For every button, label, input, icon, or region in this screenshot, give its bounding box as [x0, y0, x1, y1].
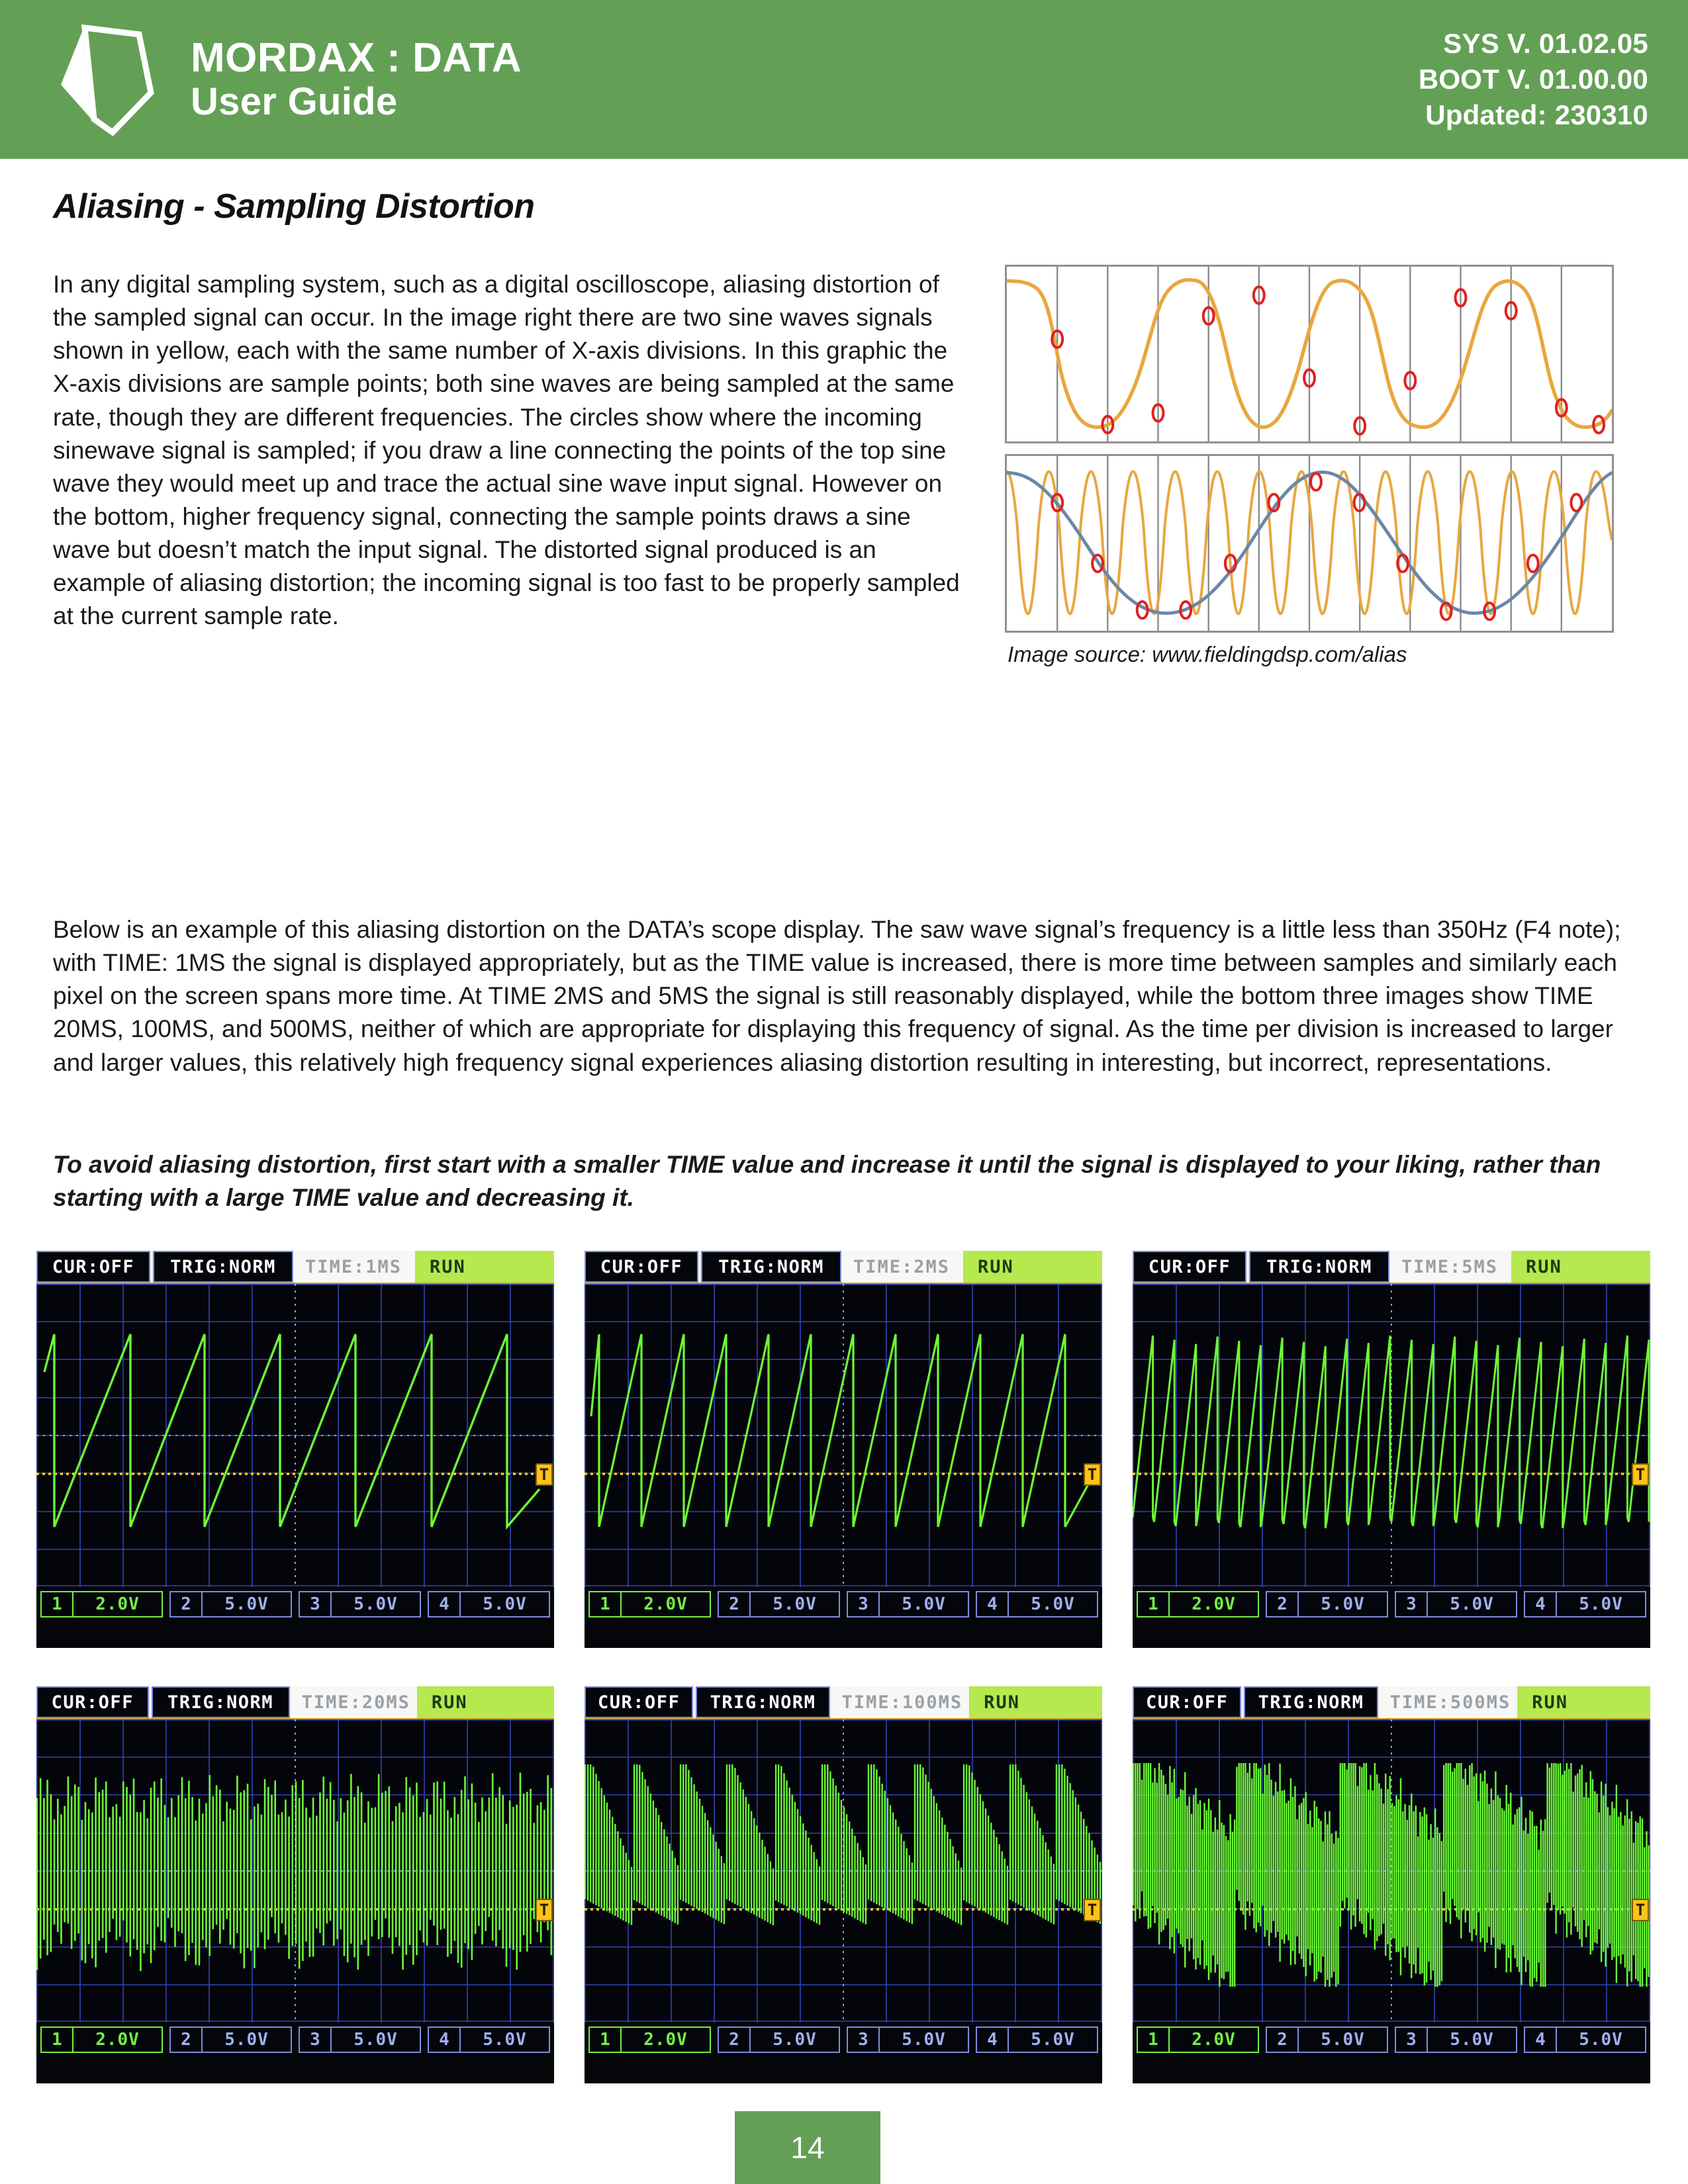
channel-4-scale: 5.0V [1031, 2030, 1075, 2050]
channel-3[interactable] [1395, 2026, 1517, 2053]
channel-2-scale: 5.0V [773, 1594, 817, 1614]
trigger-mode-chip[interactable]: TRIG:NORM [1249, 1251, 1389, 1283]
run-state-badge[interactable]: RUN [969, 1686, 1102, 1718]
trigger-level-marker[interactable]: T [1084, 1899, 1101, 1921]
channel-1-number: 1 [590, 1592, 622, 1616]
channel-4-number: 4 [977, 2028, 1009, 2052]
scope-channel-bar [585, 1587, 1102, 1621]
trigger-level-marker[interactable]: T [1084, 1463, 1101, 1486]
run-state-badge[interactable]: RUN [415, 1251, 554, 1283]
channel-4-number: 4 [429, 2028, 461, 2052]
scope-status-bar [1133, 1686, 1650, 1719]
channel-3[interactable] [299, 1591, 421, 1617]
time-base-label[interactable]: TIME:100MS [830, 1686, 970, 1718]
channel-1[interactable] [40, 2026, 163, 2053]
intro-paragraph: In any digital sampling system, such as a digital oscilloscope, aliasing distortion of the sampled signal can occur. In the image right there are two sine waves signals shown in yellow, each with the same number of X-axis divisions. In this graphic the X-axis divisions are sample points; both sine waves are being sampled at the same rate, though they are different frequencies. The circles show where the incoming sinewave signal is sampled; if you draw a line connecting the points of the top sine wave they would meet up and trace the actual sine wave input signal. However on the bottom, higher frequency signal, connecting the sample points draws a sine wave but doesn’t match the input signal. The distorted signal produced is an example of aliasing distortion; the incoming signal is too fast to be properly sampled at the current sample rate. [53, 271, 960, 630]
scope-waveform-plot [585, 1284, 1102, 1587]
channel-1[interactable] [588, 2026, 711, 2053]
scope-channel-bar [36, 2023, 554, 2057]
channel-4-number: 4 [1525, 2028, 1557, 2052]
scope-waveform-plot [1133, 1284, 1650, 1587]
scope-status-bar [585, 1686, 1102, 1719]
channel-3-number: 3 [848, 1592, 880, 1616]
channel-2-scale: 5.0V [224, 1594, 269, 1614]
channel-3-number: 3 [300, 2028, 332, 2052]
channel-2-scale: 5.0V [773, 2030, 817, 2050]
channel-1[interactable] [40, 1591, 163, 1617]
channel-2-number: 2 [719, 2028, 751, 2052]
channel-2[interactable] [718, 1591, 840, 1617]
channel-3-number: 3 [848, 2028, 880, 2052]
properly-sampled-sine-figure [1005, 265, 1614, 443]
boot-version: BOOT V. 01.00.00 [1418, 64, 1648, 95]
channel-4-scale: 5.0V [1579, 2030, 1623, 2050]
second-paragraph: Below is an example of this aliasing distortion on the DATA’s scope display. The saw wave signal’s frequency is a little less than 350Hz (F4 note); with TIME: 1MS the signal is displayed appropriately, but as the TIME value is increased, there is more time between samples and similarly each pixel on the screen spans more time. At TIME 2MS and 5MS the signal is still reasonably displayed, while the bottom three images show TIME 20MS, 100MS, and 500MS, neither of which are appropriate for displaying this frequency of signal. As the time per division is increased to larger and larger values, this relatively high frequency signal experiences aliasing distortion resulting in interesting, but incorrect, representations. [53, 916, 1621, 1076]
channel-1-scale: 2.0V [643, 2030, 688, 2050]
footer-page-badge [735, 2111, 880, 2184]
brand-title: MORDAX : DATA [191, 35, 522, 81]
channel-2-number: 2 [1267, 2028, 1299, 2052]
scope-time-500ms [1133, 1686, 1650, 2083]
run-state-badge[interactable]: RUN [417, 1686, 554, 1718]
channel-2[interactable] [169, 2026, 292, 2053]
scope-screenshot-grid [36, 1251, 1646, 2103]
channel-4[interactable] [428, 2026, 550, 2053]
channel-2-number: 2 [1267, 1592, 1299, 1616]
time-base-label[interactable]: TIME:1MS [293, 1251, 415, 1283]
channel-3-number: 3 [1396, 2028, 1428, 2052]
page-number: 14 [790, 2130, 825, 2165]
time-base-label[interactable]: TIME:500MS [1378, 1686, 1518, 1718]
channel-1-number: 1 [1138, 1592, 1170, 1616]
channel-3-scale: 5.0V [1450, 2030, 1494, 2050]
channel-1[interactable] [588, 1591, 711, 1617]
time-base-label[interactable]: TIME:20MS [290, 1686, 417, 1718]
channel-4[interactable] [976, 1591, 1098, 1617]
run-state-badge[interactable]: RUN [963, 1251, 1102, 1283]
scope-channel-bar [585, 2023, 1102, 2057]
trigger-mode-chip[interactable]: TRIG:NORM [696, 1686, 829, 1718]
channel-2-scale: 5.0V [1321, 1594, 1365, 1614]
aliased-sine-figure [1005, 454, 1614, 633]
channel-2[interactable] [1266, 2026, 1388, 2053]
channel-2-scale: 5.0V [224, 2030, 269, 2050]
scope-time-2ms [585, 1251, 1102, 1648]
channel-2-number: 2 [171, 2028, 203, 2052]
run-state-badge[interactable]: RUN [1511, 1251, 1650, 1283]
channel-4[interactable] [428, 1591, 550, 1617]
scope-waveform-plot [585, 1719, 1102, 2023]
scope-status-bar [585, 1251, 1102, 1284]
cursor-status-chip[interactable]: CUR:OFF [585, 1686, 693, 1718]
run-state-badge[interactable]: RUN [1517, 1686, 1650, 1718]
channel-4-number: 4 [977, 1592, 1009, 1616]
channel-1-scale: 2.0V [1192, 2030, 1236, 2050]
channel-4[interactable] [1524, 2026, 1646, 2053]
cursor-status-chip[interactable]: CUR:OFF [36, 1251, 150, 1283]
channel-3[interactable] [847, 1591, 969, 1617]
channel-4-scale: 5.0V [483, 1594, 527, 1614]
scope-time-1ms [36, 1251, 554, 1648]
scope-channel-bar [36, 1587, 554, 1621]
cursor-status-chip[interactable]: CUR:OFF [1133, 1686, 1241, 1718]
channel-1-scale: 2.0V [1192, 1594, 1236, 1614]
channel-2-number: 2 [171, 1592, 203, 1616]
trigger-mode-chip[interactable]: TRIG:NORM [1244, 1686, 1378, 1718]
channel-2-scale: 5.0V [1321, 2030, 1365, 2050]
channel-3-scale: 5.0V [1450, 1594, 1494, 1614]
time-base-label[interactable]: TIME:5MS [1389, 1251, 1511, 1283]
cursor-status-chip[interactable]: CUR:OFF [585, 1251, 698, 1283]
cursor-status-chip[interactable]: CUR:OFF [36, 1686, 149, 1718]
channel-3[interactable] [1395, 1591, 1517, 1617]
scope-waveform-plot [36, 1284, 554, 1587]
channel-4[interactable] [976, 2026, 1098, 2053]
tip-paragraph: To avoid aliasing distortion, first start with a smaller TIME value and increase it until the signal is displayed to your liking, rather than starting with a large TIME value and decreasing it. [53, 1151, 1601, 1212]
trigger-level-marker[interactable]: T [536, 1463, 553, 1486]
channel-1[interactable] [1137, 1591, 1259, 1617]
scope-status-bar [1133, 1251, 1650, 1284]
channel-4-scale: 5.0V [1579, 1594, 1623, 1614]
channel-4-number: 4 [429, 1592, 461, 1616]
channel-1-number: 1 [42, 2028, 73, 2052]
scope-time-20ms [36, 1686, 554, 2083]
trigger-level-marker[interactable]: T [1632, 1463, 1649, 1486]
mordax-pentagon-logo-icon [53, 20, 159, 139]
trigger-mode-chip[interactable]: TRIG:NORM [701, 1251, 841, 1283]
trigger-mode-chip[interactable]: TRIG:NORM [153, 1251, 293, 1283]
channel-1-number: 1 [42, 1592, 73, 1616]
sys-version: SYS V. 01.02.05 [1443, 28, 1648, 59]
channel-3-number: 3 [300, 1592, 332, 1616]
channel-4[interactable] [1524, 1591, 1646, 1617]
scope-channel-bar [1133, 1587, 1650, 1621]
updated-date: Updated: 230310 [1425, 99, 1648, 130]
cursor-status-chip[interactable]: CUR:OFF [1133, 1251, 1246, 1283]
channel-4-scale: 5.0V [483, 2030, 527, 2050]
scope-time-5ms [1133, 1251, 1650, 1648]
channel-1-number: 1 [1138, 2028, 1170, 2052]
channel-3[interactable] [299, 2026, 421, 2053]
channel-2[interactable] [1266, 1591, 1388, 1617]
aliasing-figure-group [1005, 265, 1614, 667]
trigger-level-marker[interactable]: T [1632, 1899, 1649, 1921]
channel-3-number: 3 [1396, 1592, 1428, 1616]
scope-waveform-plot [36, 1719, 554, 2023]
channel-3[interactable] [847, 2026, 969, 2053]
channel-3-scale: 5.0V [902, 1594, 946, 1614]
channel-3-scale: 5.0V [353, 2030, 398, 2050]
page-header [0, 0, 1688, 159]
page-title: Aliasing - Sampling Distortion [53, 187, 535, 226]
channel-1-scale: 2.0V [95, 2030, 140, 2050]
channel-1[interactable] [1137, 2026, 1259, 2053]
scope-status-bar [36, 1686, 554, 1719]
time-base-label[interactable]: TIME:2MS [841, 1251, 963, 1283]
brand-text-block [191, 36, 522, 122]
header-version-group [1419, 28, 1648, 131]
channel-3-scale: 5.0V [902, 2030, 946, 2050]
scope-time-100ms [585, 1686, 1102, 2083]
channel-3-scale: 5.0V [353, 1594, 398, 1614]
header-brand-group [53, 20, 1419, 139]
channel-2[interactable] [718, 2026, 840, 2053]
scope-channel-bar [1133, 2023, 1650, 2057]
channel-2[interactable] [169, 1591, 292, 1617]
channel-1-number: 1 [590, 2028, 622, 2052]
channel-1-scale: 2.0V [95, 1594, 140, 1614]
scope-waveform-plot [1133, 1719, 1650, 2023]
trigger-mode-chip[interactable]: TRIG:NORM [152, 1686, 290, 1718]
figure-caption: Image source: www.fieldingdsp.com/alias [1008, 642, 1407, 666]
channel-2-number: 2 [719, 1592, 751, 1616]
trigger-level-marker[interactable]: T [536, 1899, 553, 1921]
channel-4-number: 4 [1525, 1592, 1557, 1616]
brand-subtitle: User Guide [191, 80, 398, 124]
scope-status-bar [36, 1251, 554, 1284]
channel-4-scale: 5.0V [1031, 1594, 1075, 1614]
channel-1-scale: 2.0V [643, 1594, 688, 1614]
